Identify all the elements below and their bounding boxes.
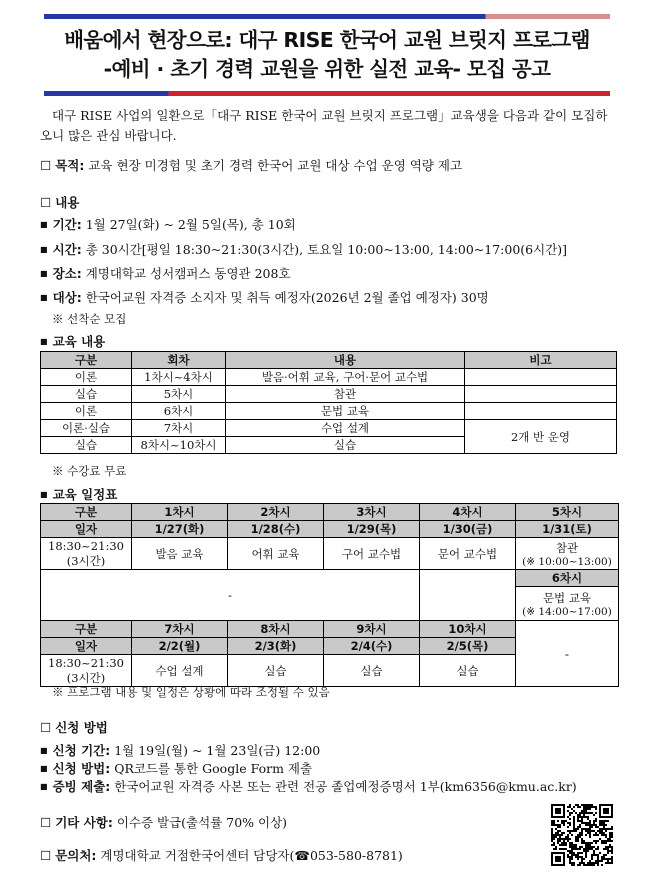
item-label: 시간: [52, 242, 82, 257]
table-cell [420, 570, 516, 621]
checkbox-icon: ☐ [40, 720, 52, 735]
content-note: ※ 선착순 모집 [52, 312, 127, 326]
contact-line [40, 846, 403, 864]
title-line-2: -예비 · 초기 경력 교원을 위한 실전 교육- 모집 공고 [103, 57, 551, 81]
table-header-row [41, 352, 617, 369]
header-cell: 구분 [41, 352, 132, 369]
content-item-place [40, 264, 291, 282]
header-cell: 회차 [132, 352, 226, 369]
header-cell: 1/31(토) [516, 521, 619, 538]
header-cell: 2차시 [228, 504, 324, 521]
contact-phone: 053-580-8781) [309, 848, 403, 863]
header-cell: 4차시 [420, 504, 516, 521]
header-cell: 1/29(목) [324, 521, 420, 538]
apply-heading [40, 718, 108, 736]
header-cell: 구분 [41, 504, 132, 521]
header-cell: 구분 [41, 621, 132, 638]
table-cell: 6차시 [132, 403, 226, 420]
item-label: 장소: [52, 266, 82, 281]
header-cell: 1/27(화) [132, 521, 228, 538]
apply-item-method [40, 759, 312, 777]
table-cell: 수업 설계 [226, 420, 465, 437]
table-cell: 참관 [226, 386, 465, 403]
table-header-row [41, 504, 619, 521]
table-row [41, 403, 617, 420]
item-label: 신청 기간: [52, 743, 111, 758]
table-cell [465, 369, 617, 386]
sat-topic: 참관 [555, 540, 579, 555]
content-item-time [40, 240, 567, 258]
sat-time: (※ 10:00~13:00) [522, 555, 612, 568]
apply-item-proof [40, 777, 577, 795]
table-cell: 실습 [228, 655, 324, 687]
date-row [41, 521, 619, 538]
table-cell: 이론 [41, 403, 132, 420]
schedule-heading-label: 교육 일정표 [52, 487, 118, 502]
table-cell: 발음 교육 [132, 538, 228, 570]
header-cell: 9차시 [324, 621, 420, 638]
header-cell: 10차시 [420, 621, 516, 638]
header-cell: 2/2(월) [132, 638, 228, 655]
schedule-heading [40, 485, 117, 503]
item-label: 신청 방법: [52, 761, 111, 776]
table-cell: 실습 [324, 655, 420, 687]
content-item-target [40, 288, 489, 306]
item-text: 1월 19일(월) ~ 1월 23일(금) 12:00 [110, 743, 321, 758]
intro-paragraph: 대구 RISE 사업의 일환으로「대구 RISE 한국어 교원 브릿지 프로그램」교육생을 다음과 같이 모집하오니 많은 관심 바랍니다. [40, 108, 608, 143]
header-cell: 1차시 [132, 504, 228, 521]
page-title [40, 26, 614, 84]
apply-item-period [40, 741, 320, 759]
checkbox-icon: ☐ [40, 195, 52, 210]
table-cell: 실습 [41, 437, 132, 454]
header-cell: 7차시 [132, 621, 228, 638]
header-cell: 일자 [41, 521, 132, 538]
table-cell: 어휘 교육 [228, 538, 324, 570]
table-cell: 이론·실습 [41, 420, 132, 437]
table-cell: 실습 [226, 437, 465, 454]
item-text: QR코드를 통한 Google Form 제출 [110, 761, 313, 776]
header-cell: 5차시 [516, 504, 619, 521]
checkbox-icon: ☐ [40, 158, 52, 173]
table-cell: 문어 교수법 [420, 538, 516, 570]
remark-cell: 2개 반 운영 [465, 420, 617, 454]
table-cell [465, 386, 617, 403]
item-text: 계명대학교 성서캠퍼스 동영관 208호 [81, 266, 291, 281]
empty-cell: - [41, 570, 420, 621]
table-row [41, 386, 617, 403]
table-cell [516, 538, 619, 570]
item-text: 한국어교원 자격증 소지자 및 취득 예정자(2026년 2월 졸업 예정자) 30명 [81, 290, 489, 305]
header-cell: 3차시 [324, 504, 420, 521]
table-cell: 1차시~4차시 [132, 369, 226, 386]
header-cell: 2/5(목) [420, 638, 516, 655]
table-row [41, 369, 617, 386]
header-cell: 6차시 [516, 570, 619, 587]
purpose-line [40, 156, 462, 174]
purpose-label: 목적: [55, 158, 85, 173]
schedule-note: ※ 프로그램 내용 및 일정은 상황에 따라 조정될 수 있음 [52, 685, 330, 699]
table-cell: 실습 [420, 655, 516, 687]
header-cell: 1/28(수) [228, 521, 324, 538]
curriculum-table [40, 351, 617, 454]
item-label: 기간: [52, 217, 82, 232]
apply-heading-label: 신청 방법 [55, 720, 108, 735]
curriculum-heading-label: 교육 내용 [52, 334, 106, 349]
time-cell: 18:30~21:30 (3시간) [41, 538, 132, 570]
table-cell [465, 403, 617, 420]
table-cell: 구어 교수법 [324, 538, 420, 570]
header-cell: 8차시 [228, 621, 324, 638]
content-item-period [40, 215, 296, 233]
table-cell: 문법 교육 [226, 403, 465, 420]
qr-code-icon[interactable] [549, 802, 615, 868]
empty-cell: - [516, 621, 619, 687]
table-row [41, 570, 619, 587]
bottom-accent-bar [44, 91, 610, 96]
top-accent-bar [44, 14, 610, 19]
contact-label: 문의처: [55, 848, 97, 863]
table-row [41, 538, 619, 570]
table-cell: 5차시 [132, 386, 226, 403]
title-line-1: 배움에서 현장으로: 대구 RISE 한국어 교원 브릿지 프로그램 [64, 28, 590, 52]
table-cell: 7차시 [132, 420, 226, 437]
contact-text: 계명대학교 거점한국어센터 담당자( [96, 848, 295, 863]
time-cell: 18:30~21:30 (3시간) [41, 655, 132, 687]
item-label: 증빙 제출: [52, 779, 111, 794]
checkbox-icon: ☐ [40, 848, 52, 863]
content-heading-label: 내용 [55, 195, 80, 210]
header-cell: 일자 [41, 638, 132, 655]
s6-topic: 문법 교육 [542, 590, 592, 605]
other-line [40, 813, 287, 831]
header-cell: 1/30(금) [420, 521, 516, 538]
header-cell: 2/3(화) [228, 638, 324, 655]
header-cell: 내용 [226, 352, 465, 369]
other-text: 이수증 발급(출석률 70% 이상) [112, 815, 288, 830]
curriculum-heading [40, 332, 105, 350]
purpose-text: 교육 현장 미경험 및 초기 경력 한국어 교원 대상 수업 운영 역량 제고 [84, 158, 463, 173]
table-header-row [41, 621, 619, 638]
schedule-table [40, 503, 619, 687]
content-heading [40, 193, 79, 211]
table-row [41, 420, 617, 437]
table-cell: 발음·어휘 교육, 구어·문어 교수법 [226, 369, 465, 386]
item-text: 1월 27일(화) ~ 2월 5일(목), 총 10회 [81, 217, 296, 232]
s6-time: (※ 14:00~17:00) [522, 605, 612, 618]
header-cell: 2/4(수) [324, 638, 420, 655]
table-cell: 8차시~10차시 [132, 437, 226, 454]
table-cell: 이론 [41, 369, 132, 386]
item-text: 총 30시간[평일 18:30~21:30(3시간), 토요일 10:00~13:00, 14:00~17:00(6시간)] [81, 242, 568, 257]
item-label: 대상: [52, 290, 82, 305]
telephone-icon: ☎ [294, 848, 310, 863]
table-cell: 수업 설계 [132, 655, 228, 687]
header-cell: 비고 [465, 352, 617, 369]
other-label: 기타 사항: [55, 815, 113, 830]
table-cell [516, 587, 619, 621]
checkbox-icon: ☐ [40, 815, 52, 830]
table-cell: 실습 [41, 386, 132, 403]
curriculum-note: ※ 수강료 무료 [52, 464, 127, 478]
item-text: 한국어교원 자격증 사본 또는 관련 전공 졸업예정증명서 1부(km6356@kmu.ac.kr) [110, 779, 577, 794]
